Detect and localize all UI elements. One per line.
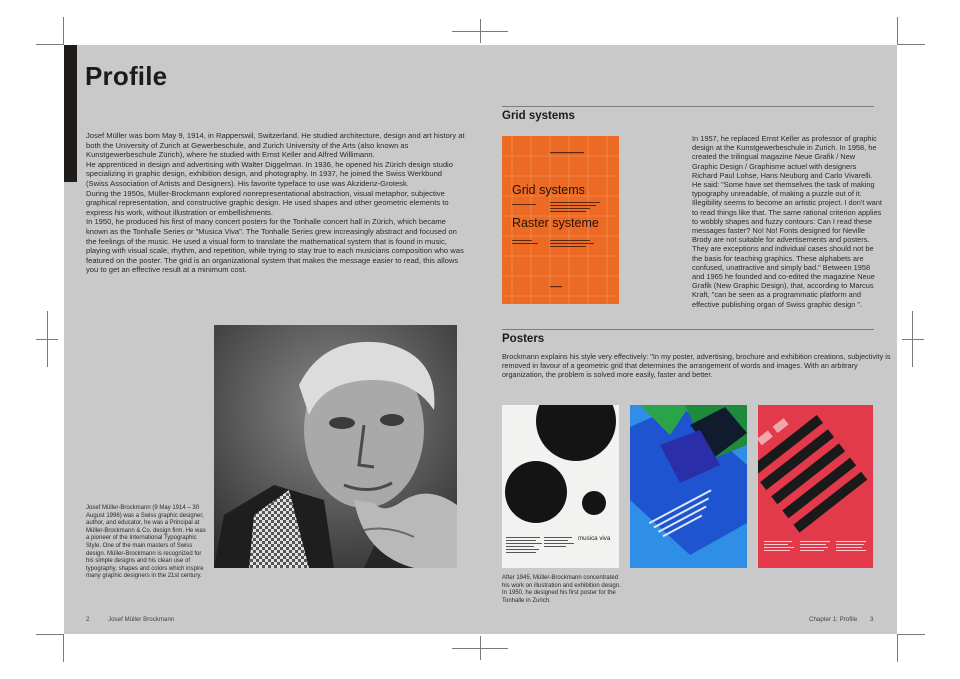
posters-caption: After 1945, Müller-Brockmann concentrated his work on illustration and exhibition design. In 1950, he designed his first poster for the Tonhalle in Zurich.: [502, 575, 621, 604]
section-rule: [502, 329, 874, 330]
crop-mark: [897, 44, 925, 45]
portrait-photo: [214, 325, 457, 568]
musica-viva-graphic: [502, 405, 619, 568]
crop-mark: [897, 634, 898, 662]
footer-chapter-title: Chapter 1: Profile: [809, 616, 858, 623]
crop-mark: [897, 634, 925, 635]
blue-poster-graphic: [630, 405, 747, 568]
magazine-spread: [64, 45, 897, 634]
musica-viva-label: musica viva: [578, 535, 611, 542]
crop-mark: [63, 17, 64, 45]
red-bars-poster: [758, 405, 873, 568]
red-poster-graphic: [758, 405, 873, 568]
grid-poster-title-de: Raster systeme: [512, 216, 599, 230]
bio-paragraph: Josef Müller was born May 9, 1914, in Rapperswil, Switzerland. He studied architecture, design and art history at both the University of Zurich at Gewerbeschule, and Zurich University of the Arts (also known as Kunstgewerbeschule Zürich), where he studied with Ernst Keller and Alfred Willimann.: [86, 131, 465, 160]
posters-intro-text: Brockmann explains his style very effectively: "In my poster, advertising, brochure and exhibition creations, subjectivity is removed in favour of a geometric grid that determines the arrangement of words and images. With an arbitrary organization, the problem is solved more easily, faster and better.: [502, 352, 891, 379]
crop-mark: [480, 636, 481, 660]
portrait-illustration: [214, 325, 457, 568]
crop-mark: [912, 311, 913, 367]
bio-paragraph: During the 1950s, Müller-Brockmann explored nonrepresentational abstraction, visual metaphor, subjective graphical representation, and constructive graphic design. He used shapes and other geometric elements to express his work, without illustration or embellishments.: [86, 188, 449, 217]
bio-text: [86, 131, 466, 275]
posters-heading: Posters: [502, 333, 545, 345]
crop-mark: [36, 44, 64, 45]
crop-mark: [36, 634, 64, 635]
grid-poster-title-en: Grid systems: [512, 183, 585, 197]
blue-geometric-poster: [630, 405, 747, 568]
grid-systems-book-cover: [502, 136, 619, 304]
page-title: Profile: [85, 61, 168, 91]
bio-paragraph: He apprenticed in design and advertising with Walter Diggelman. In 1936, he opened his Zürich design studio specializing in graphic design, exhibition design, and photography. In 1937, he joined the Swiss Werkbund (Swiss Association of Artists and Designers). His favorite typeface to use was Akzidenz-Grotesk.: [86, 159, 453, 188]
footer-book-title: Josef Müller Brockmann: [108, 616, 175, 623]
portrait-caption: Josef Müller-Brockmann (9 May 1914 – 30 August 1996) was a Swiss graphic designer, author, and educator, he was a Principal at Müller-Brockmann & Co. design firm. He was a pioneer of the International Typographic Style. One of the main masters of Swiss design. Müller-Brockmann is recognized for his simple designs and his clean use of typography, shapes and colors which inspire many graphic designers in the 21st century.: [86, 505, 206, 580]
grid-systems-heading: Grid systems: [502, 110, 575, 122]
footer-page-number-right: 3: [870, 616, 874, 623]
grid-systems-text: In 1957, he replaced Ernst Keller as professor of graphic design at the Kunstgewerbeschule in Zurich. In 1958, he created the trilingual magazine Neue Grafik / New Graphic Design / Graphisme actuel with designers Richard Paul Lohse, Hans Neuburg and Carlo Vivarelli. He said: "Some have set themselves the task of making typography unreadable, of making a puzzle out of it. Illegibility seems to become an artistic project. I don't want to read things like that. The same rational criterion applies to wobbly shapes and fuzzy contours: Can I read these messages faster? No! No! Fonts designed for Neville Brody are not suitable for advertisements and posters. They are exceptions and individual cases should not be the basis for teaching graphics. These alphabets are confused, unattractive and simply bad." Between 1958 and 1965 he founded and co-edited the magazine Neue Grafik (New Graphic Design), that, according to Marcus Kraft, "can be seen as a programmatic platform and effective publishing organ of Swiss graphic design ".: [692, 134, 882, 309]
crop-mark: [897, 17, 898, 45]
section-rule: [502, 106, 874, 107]
bio-paragraph: In 1950, he produced his first of many concert posters for the Tonhalle concert hall in Zürich, which became known as the Tonhalle Series or "Musica Viva". The Tonhalle Series grew increasingly abstract and focused on the feelings of the music. He used a visual form to translate the mathematical system that is found in music, playing with visual scale, rhythm, and repetition, while trying to stay true to each musicians composition who was featured on the poster. The grid is an organizational system that makes the message easier to read, this allows you to get an effective result at a minimum cost.: [86, 217, 464, 275]
crop-mark: [902, 339, 924, 340]
crop-mark: [63, 634, 64, 662]
crop-mark: [480, 19, 481, 43]
musica-viva-poster: [502, 405, 619, 568]
crop-mark: [47, 311, 48, 367]
accent-bar: [64, 45, 77, 182]
footer-page-number-left: 2: [86, 616, 90, 623]
